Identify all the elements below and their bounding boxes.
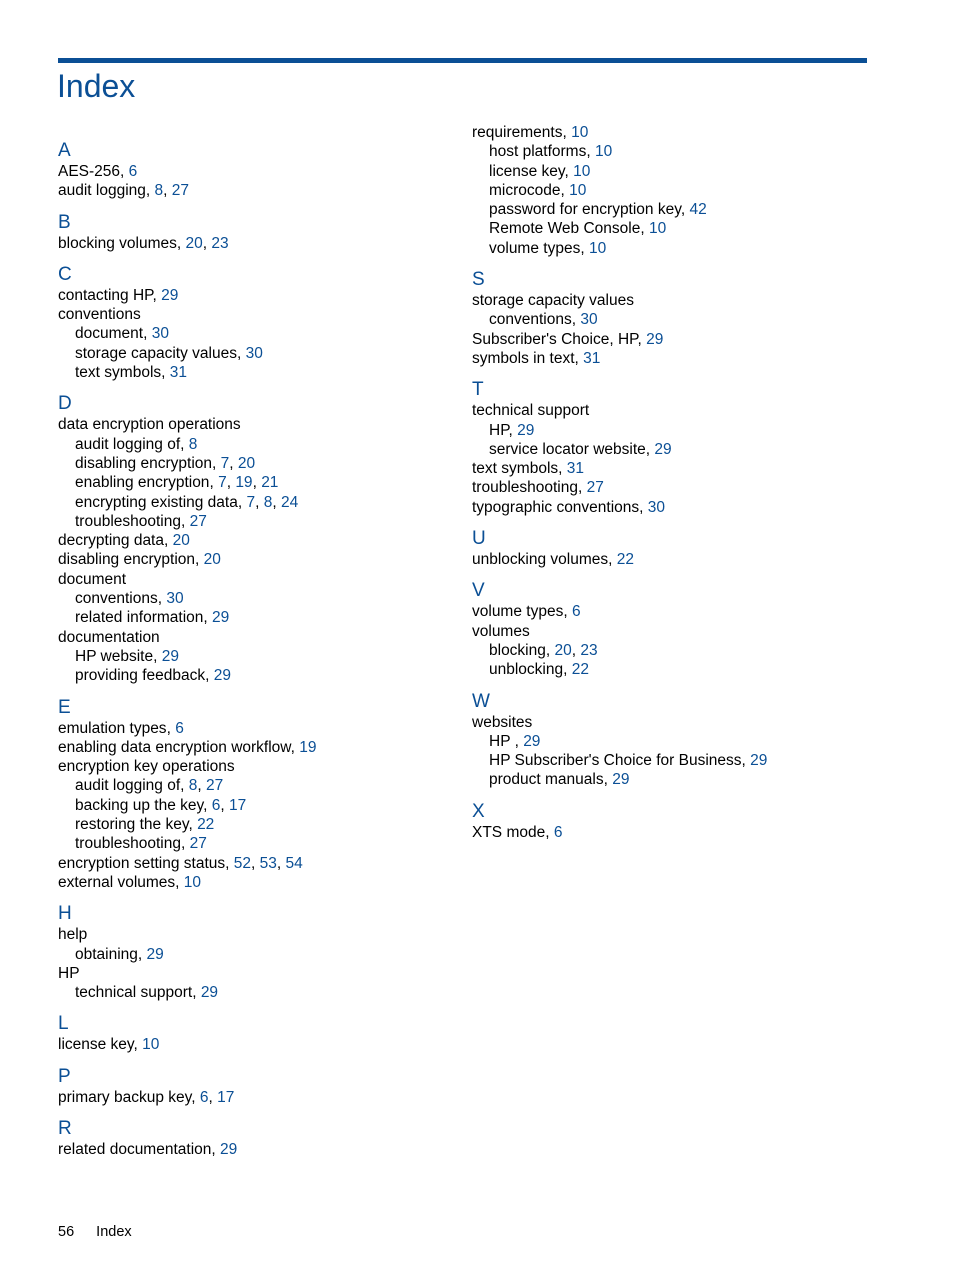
entry-term: microcode [489, 181, 561, 199]
page-link[interactable]: 6 [571, 603, 581, 621]
page-link[interactable]: 10 [183, 873, 202, 891]
index-entry [58, 628, 458, 647]
index-subentry: troubleshooting, 27 [75, 835, 207, 853]
entry-term: contacting HP [58, 286, 153, 304]
page-link[interactable]: 29 [161, 647, 179, 665]
index-entry: blocking volumes, 20, 23 [58, 234, 229, 252]
page-link[interactable]: 29 [212, 609, 230, 627]
entry-term: encryption key operations [58, 758, 235, 776]
section-letter: X [472, 800, 485, 822]
index-entry: volume types, 6 [472, 603, 581, 621]
index-subentry: unblocking, 22 [489, 661, 589, 679]
entry-term: license key [489, 162, 565, 180]
entry-term: technical support [75, 984, 193, 1002]
entry-term: Remote Web Console [489, 220, 641, 238]
page-link[interactable]: 10 [594, 143, 613, 161]
index-section [472, 269, 892, 368]
entry-term: XTS mode [472, 823, 546, 841]
page-link[interactable]: 29 [612, 771, 630, 789]
index-section [58, 903, 458, 1002]
index-subentry: license key, 10 [489, 162, 591, 180]
index-subentry: volume types, 10 [489, 239, 607, 257]
page-link[interactable]: 7 [218, 474, 227, 492]
index-entry: XTS mode, 6 [472, 823, 563, 841]
index-subentry: Remote Web Console, 10 [489, 220, 667, 238]
entry-term: password for encryption key [489, 201, 681, 219]
page-link[interactable]: 8 [188, 777, 198, 795]
page-link[interactable]: 29 [213, 667, 231, 685]
index-entry: primary backup key, 6, 17 [58, 1088, 235, 1106]
entry-term: providing feedback [75, 667, 206, 685]
section-letter: U [472, 528, 486, 550]
page-link[interactable]: 20 [185, 234, 203, 252]
page-link[interactable]: 42 [689, 201, 707, 219]
entry-term: blocking volumes [58, 234, 177, 252]
page-link[interactable]: 30 [580, 311, 598, 329]
page-link[interactable]: 8 [154, 182, 164, 200]
index-subentry: conventions, 30 [489, 311, 598, 329]
page-link[interactable]: 29 [517, 421, 535, 439]
index-entry [472, 622, 892, 641]
section-letter: L [58, 1013, 69, 1035]
page-link[interactable]: 10 [569, 181, 587, 199]
entry-term: text symbols [472, 460, 559, 478]
index-subentry: audit logging of, 8, 27 [75, 777, 224, 795]
page-link[interactable]: 27 [171, 182, 190, 200]
entry-term: troubleshooting [75, 512, 181, 530]
header-rule [58, 58, 867, 63]
index-subentry: audit logging of, 8 [75, 435, 198, 453]
entry-term: conventions [58, 306, 141, 324]
entry-term: HP website [75, 647, 154, 665]
page-link[interactable]: 30 [245, 344, 263, 362]
index-subentry: HP, 29 [489, 421, 535, 439]
entry-term: requirements [472, 124, 563, 141]
section-letter: T [472, 379, 484, 401]
index-entry: decrypting data, 20 [58, 532, 190, 550]
index-entry: requirements, 10 [472, 124, 589, 141]
index-subentry: product manuals, 29 [489, 771, 630, 789]
page-link[interactable]: 20 [172, 532, 190, 550]
page-title: Index [57, 68, 136, 104]
page-link[interactable]: 17 [217, 1088, 235, 1106]
entry-term: websites [472, 713, 533, 731]
index-entry [472, 401, 892, 420]
entry-term: document [75, 325, 144, 343]
page-link[interactable]: 8 [188, 435, 198, 453]
entry-term: HP Subscriber's Choice for Business [489, 752, 742, 770]
page-link[interactable]: 30 [151, 325, 169, 343]
entry-term: enabling data encryption workflow [58, 738, 291, 756]
section-letter: H [58, 903, 72, 925]
entry-term: restoring the key [75, 816, 189, 834]
entry-term: decrypting data [58, 532, 164, 550]
entry-term: troubleshooting [75, 835, 181, 853]
page-link[interactable]: 7 [220, 454, 230, 472]
index-subentry: password for encryption key, 42 [489, 201, 707, 219]
entry-term: audit logging of [75, 777, 181, 795]
footer-page-number: 56 [58, 1224, 75, 1240]
page-link[interactable]: 29 [646, 330, 664, 348]
entry-term: data encryption operations [58, 416, 241, 434]
entry-term: related information [75, 609, 204, 627]
index-subentry: HP , 29 [489, 732, 541, 750]
page-link[interactable]: 17 [228, 796, 247, 814]
entry-term: typographic conventions [472, 498, 640, 516]
footer-label: Index [96, 1224, 132, 1240]
index-subentry: conventions, 30 [75, 590, 184, 608]
index-subentry: HP website, 29 [75, 647, 179, 665]
entry-term: troubleshooting [472, 479, 578, 497]
page-link[interactable]: 22 [571, 661, 589, 679]
page-footer [58, 1222, 132, 1242]
page-link[interactable]: 20 [203, 551, 221, 569]
entry-term: conventions [489, 311, 572, 329]
entry-term: host platforms [489, 143, 587, 161]
entry-term: AES-256 [58, 163, 121, 180]
index-subentry: blocking, 20, 23 [489, 641, 598, 659]
page-link[interactable]: 29 [523, 732, 541, 750]
page-link[interactable]: 6 [128, 163, 138, 180]
index-subentry: text symbols, 31 [75, 364, 188, 382]
page-link[interactable]: 10 [588, 239, 607, 257]
page-link[interactable]: 29 [200, 984, 219, 1002]
entry-term: blocking [489, 641, 546, 659]
section-letter: S [472, 269, 485, 291]
index-entry: troubleshooting, 27 [472, 479, 604, 497]
index-subentry: backing up the key, 6, 17 [75, 796, 247, 814]
page-link[interactable]: 10 [142, 1036, 160, 1054]
page-link[interactable]: 6 [199, 1088, 209, 1106]
index-entry [58, 305, 458, 324]
index-entry [58, 757, 458, 776]
page-link[interactable]: 52 [233, 854, 252, 872]
index-entry [472, 713, 892, 732]
entry-term: audit logging of [75, 435, 181, 453]
page-link[interactable]: 29 [654, 440, 672, 458]
index-subentry: encrypting existing data, 7, 8, 24 [75, 493, 299, 511]
page-link[interactable]: 19 [299, 738, 317, 756]
index-section [472, 801, 892, 842]
index-column-left [58, 120, 458, 1170]
page-link[interactable]: 27 [206, 777, 224, 795]
index-subentry: enabling encryption, 7, 19, 21 [75, 474, 279, 492]
index-entry: license key, 10 [58, 1036, 160, 1054]
entry-term: help [58, 926, 88, 944]
entry-term: storage capacity values [472, 292, 634, 310]
index-column-right [472, 120, 892, 853]
entry-term: disabling encryption [58, 551, 196, 569]
page-link[interactable]: 23 [580, 641, 598, 659]
index-subentry: restoring the key, 22 [75, 816, 215, 834]
index-section [58, 1013, 458, 1054]
index-section [472, 691, 892, 790]
section-letter: P [58, 1065, 71, 1087]
page-link[interactable]: 29 [220, 1140, 238, 1158]
page-link[interactable]: 24 [280, 493, 299, 511]
index-subentry: troubleshooting, 27 [75, 512, 207, 530]
page-link[interactable]: 8 [263, 493, 273, 511]
entry-term: volume types [472, 603, 564, 621]
entry-term: documentation [58, 628, 160, 646]
index-subentry: disabling encryption, 7, 20 [75, 454, 256, 472]
page-link[interactable]: 30 [166, 590, 184, 608]
page-link[interactable]: 31 [169, 364, 188, 382]
index-section [472, 528, 892, 569]
index-entry: emulation types, 6 [58, 719, 184, 737]
index-subentry: obtaining, 29 [75, 945, 164, 963]
entry-term: emulation types [58, 719, 167, 737]
entry-term: HP [489, 421, 509, 439]
section-letter: A [58, 140, 71, 161]
entry-term: volumes [472, 622, 530, 640]
page-link[interactable]: 53 [259, 854, 277, 872]
index-entry: audit logging, 8, 27 [58, 182, 190, 200]
index-subentry: HP Subscriber's Choice for Business, 29 [489, 752, 768, 770]
index-subentry: storage capacity values, 30 [75, 344, 263, 362]
page-link[interactable]: 29 [146, 945, 164, 963]
entry-term: text symbols [75, 364, 162, 382]
entry-term: related documentation [58, 1140, 212, 1158]
page-link[interactable]: 10 [573, 162, 591, 180]
page-link[interactable]: 27 [189, 835, 207, 853]
page-link[interactable]: 19 [235, 474, 253, 492]
page-link[interactable]: 20 [237, 454, 256, 472]
page-link[interactable]: 29 [161, 286, 179, 304]
index-subentry: technical support, 29 [75, 984, 219, 1002]
entry-term: HP [489, 732, 515, 750]
section-letter: C [58, 263, 72, 285]
index-subentry: providing feedback, 29 [75, 667, 231, 685]
index-section [58, 1066, 458, 1107]
index-entry [58, 925, 458, 944]
index-entry [472, 291, 892, 310]
index-subentry: related information, 29 [75, 609, 230, 627]
entry-term: product manuals [489, 771, 604, 789]
page-link[interactable]: 6 [553, 823, 563, 841]
entry-term: primary backup key [58, 1088, 192, 1106]
entry-term: obtaining [75, 945, 138, 963]
entry-term: volume types [489, 239, 581, 257]
entry-term: license key [58, 1036, 134, 1054]
index-section [58, 393, 458, 685]
page-link[interactable]: 6 [175, 719, 184, 737]
page-link[interactable]: 22 [616, 551, 635, 569]
index-section [58, 264, 458, 382]
page-link[interactable]: 6 [211, 796, 221, 814]
page-link[interactable]: 30 [647, 498, 666, 516]
page-link[interactable]: 27 [189, 512, 207, 530]
page-link[interactable]: 10 [648, 220, 667, 238]
page-link[interactable]: 23 [211, 234, 229, 252]
entry-term: conventions [75, 590, 158, 608]
index-subentry: microcode, 10 [489, 181, 587, 199]
index-entry: Subscriber's Choice, HP, 29 [472, 330, 664, 348]
entry-term: HP [58, 964, 80, 982]
section-letter: B [58, 211, 71, 233]
index-entry: text symbols, 31 [472, 460, 585, 478]
index-section [472, 379, 892, 517]
index-section [472, 580, 892, 679]
entry-term: storage capacity values [75, 344, 237, 362]
entry-term: backing up the key [75, 796, 204, 814]
entry-term: document [58, 570, 127, 588]
page-link[interactable]: 54 [285, 854, 303, 872]
index-entry [58, 570, 458, 589]
index-entry: unblocking volumes, 22 [472, 551, 635, 569]
index-entry: typographic conventions, 30 [472, 498, 666, 516]
index-subentry: host platforms, 10 [489, 143, 613, 161]
section-letter: R [58, 1117, 72, 1139]
index-entry: encryption setting status, 52, 53, 54 [58, 854, 303, 872]
index-entry: related documentation, 29 [58, 1140, 238, 1158]
index-entry [58, 415, 458, 434]
entry-term: encrypting existing data [75, 493, 238, 511]
page-link[interactable]: 31 [566, 460, 585, 478]
entry-term: audit logging [58, 182, 146, 200]
entry-term: external volumes [58, 873, 176, 891]
section-letter: V [472, 580, 485, 602]
section-letter: D [58, 393, 72, 415]
page-link[interactable]: 31 [583, 349, 601, 367]
section-letter: W [472, 690, 490, 712]
index-subentry: service locator website, 29 [489, 440, 672, 458]
entry-term: symbols in text [472, 349, 575, 367]
index-section [58, 212, 458, 253]
entry-term: encryption setting status [58, 854, 226, 872]
page-link[interactable]: 27 [586, 479, 604, 497]
index-entry: enabling data encryption workflow, 19 [58, 738, 317, 756]
entry-term: enabling encryption [75, 474, 210, 492]
entry-term: service locator website [489, 440, 646, 458]
index-entry: symbols in text, 31 [472, 349, 601, 367]
page-link[interactable]: 10 [571, 124, 589, 141]
index-section [58, 1118, 458, 1159]
entry-term: Subscriber's Choice, HP [472, 330, 638, 348]
index-entry [58, 964, 458, 983]
entry-term: technical support [472, 402, 590, 420]
page-link[interactable]: 22 [197, 816, 215, 834]
page-link[interactable]: 21 [261, 474, 279, 492]
index-entry: disabling encryption, 20 [58, 551, 221, 569]
index-section [58, 140, 458, 201]
index-entry: external volumes, 10 [58, 873, 202, 891]
entry-term: unblocking [489, 661, 564, 679]
index-section [58, 697, 458, 893]
entry-term: unblocking volumes [472, 551, 609, 569]
page-link[interactable]: 29 [750, 752, 768, 770]
page-link[interactable]: 7 [246, 493, 256, 511]
index-entry: contacting HP, 29 [58, 286, 179, 304]
page-link[interactable]: 20 [554, 641, 572, 659]
index-section [472, 123, 892, 258]
entry-term: disabling encryption [75, 454, 213, 472]
index-entry: AES-256, 6 [58, 163, 138, 180]
index-subentry: document, 30 [75, 325, 169, 343]
section-letter: E [58, 696, 71, 718]
